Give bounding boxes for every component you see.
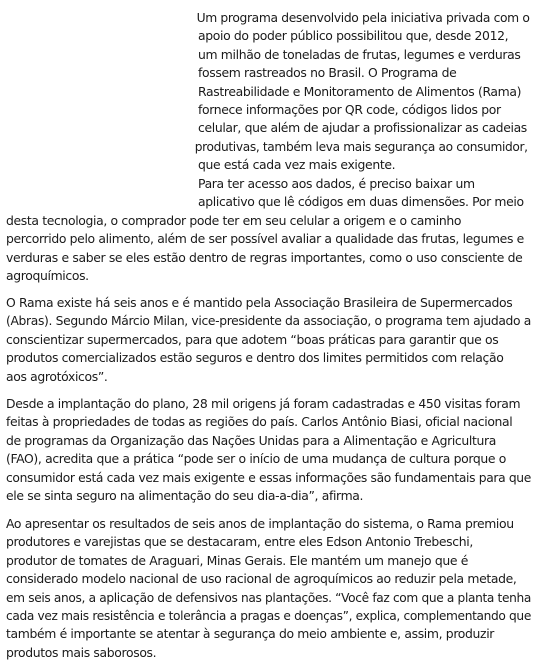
text-line: (FAO), acredita que a prática “pode ser o início de uma mudança de cultura porque o [6,451,507,467]
text-line: celular, que além de ajudar a profissionalizar as cadeias [198,120,527,136]
paragraph-access [6,175,530,285]
text-line: também é importante se atentar à segurança do meio ambiente e, assim, produzir [6,626,495,642]
paragraph-results [6,515,530,662]
text-line: agroquímicos. [6,268,89,284]
text-line: (Abras). Segundo Márcio Milan, vice-presidente da associação, o programa tem ajudado a [6,313,532,329]
paragraph-intro [6,9,530,175]
text-line: percorrido pelo alimento, além de ser possível avaliar a qualidade das frutas, legumes e [6,231,524,247]
text-line: consumidor está cada vez mais exigente e essas informações são fundamentais para que [6,469,531,485]
text-line: conscientizar supermercados, para que adotem “boas práticas para garantir que os [6,331,499,347]
text-line: fossem rastreados no Brasil. O Programa de [198,65,457,81]
text-line: verduras e saber se eles estão dentro de regras importantes, como o uso consciente de [6,249,523,265]
text-line: produtivas, também leva mais segurança ao consumidor, [194,138,528,154]
text-line: Ao apresentar os resultados de seis anos de implantação do sistema, o Rama premiou [6,516,514,531]
text-line: um milhão de toneladas de frutas, legumes e verduras [198,46,521,62]
text-line: cada vez mais resistência e tolerância a pragas e doenças”, explica, complementando que [6,608,531,624]
paragraph-fao [6,395,530,505]
text-line: produtos comercializados estão seguros e dentro dos limites permitidos com relação [6,350,504,366]
text-line: ele se sinta seguro na alimentação do seu dia-a-dia”, afirma. [6,488,364,504]
text-line: apoio do poder público possibilitou que, desde 2012, [198,28,509,44]
text-line: feitas à propriedades de todas as regiões do país. Carlos Antônio Biasi, oficial nacional [6,414,513,430]
text-line: que está cada vez mais exigente. [198,157,396,173]
text-line: produtores e varejistas que se destacaram, entre eles Edson Antonio Trebeschi, [6,534,473,550]
text-line: fornece informações por QR code, códigos lidos por [198,102,501,118]
text-line: Um programa desenvolvido pela iniciativa privada com o [196,10,530,25]
text-line: Desde a implantação do plano, 28 mil origens já foram cadastradas e 450 visitas foram [6,396,521,411]
text-line: considerado modelo nacional de uso racional de agroquímicos ao reduzir pela metade, [6,571,517,587]
text-line: produtor de tomates de Araguari, Minas Gerais. Ele mantém um manejo que é [6,552,468,568]
text-line: desta tecnologia, o comprador pode ter em seu celular a origem e o caminho [6,212,462,228]
text-line: Para ter acesso aos dados, é preciso baixar um [198,176,475,191]
text-line: em seis anos, a aplicação de defensivos nas plantações. “Você faz com que a planta tenha [6,589,532,605]
text-line: Rastreabilidade e Monitoramento de Alimentos (Rama) [198,83,522,99]
text-line: de programas da Organização das Nações Unidas para a Alimentação e Agricultura [6,432,496,448]
text-line: aos agrotóxicos”. [6,368,108,384]
text-line: aplicativo que lê códigos em duas dimensões. Por meio [198,194,524,210]
text-line: O Rama existe há seis anos e é mantido pela Associação Brasileira de Supermercados [6,295,513,310]
paragraph-abras [6,294,530,386]
text-line: produtos mais saborosos. [6,644,157,660]
